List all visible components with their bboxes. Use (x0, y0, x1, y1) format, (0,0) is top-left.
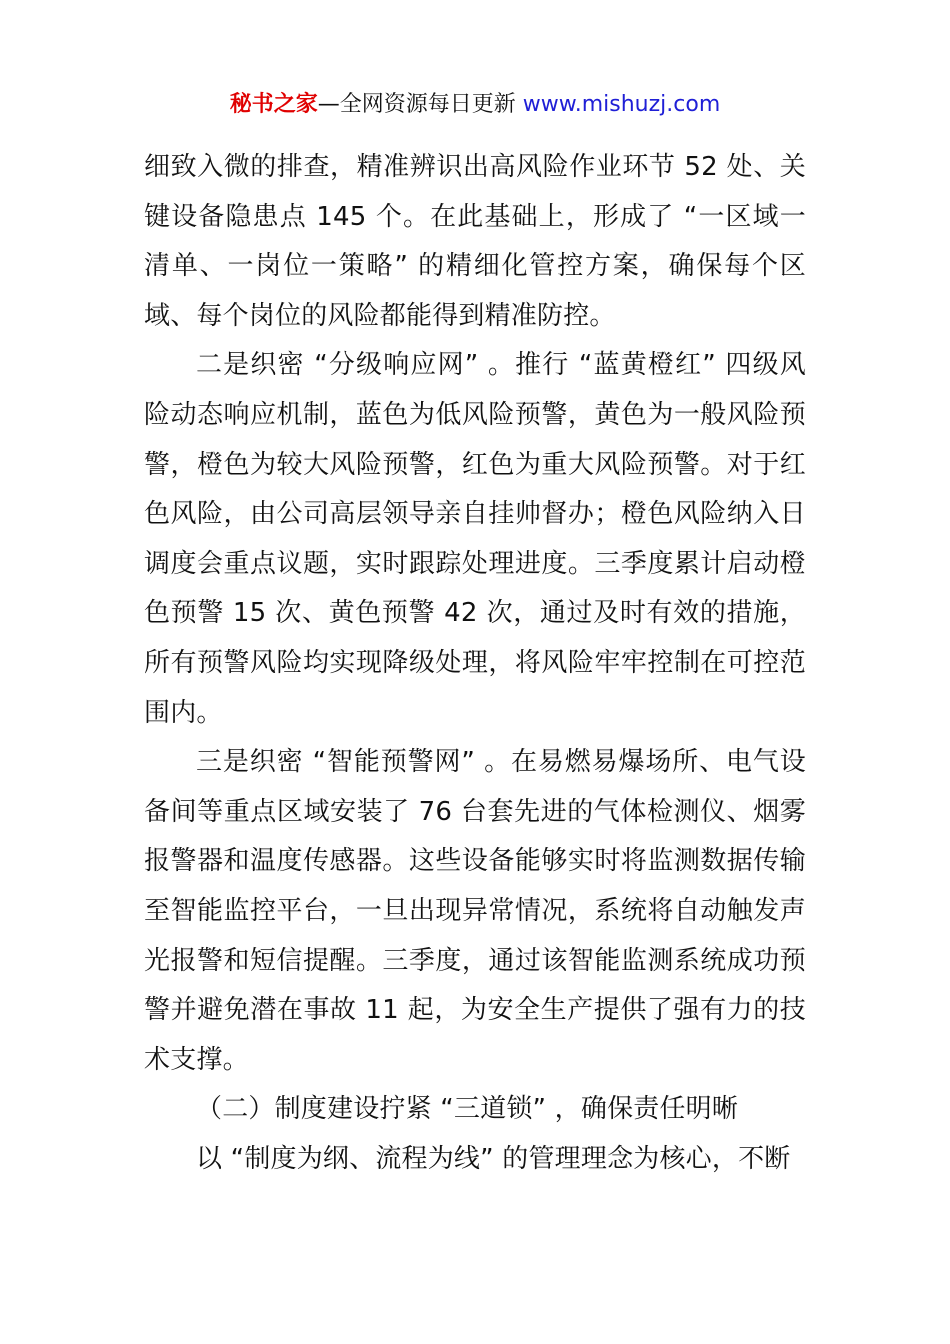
paragraph-risk-investigation: 细致入微的排查，精准辨识出高风险作业环节 52 处、关键设备隐患点 145 个。在此基础上，形成了 “一区域一清单、一岗位一策略” 的精细化管控方案，确保每个区域、每个岗位的风险都能得到精准防控。 (144, 152, 806, 331)
section-heading-institution-building: （二）制度建设拧紧 “三道锁” ，确保责任明晰 (196, 1094, 739, 1125)
page-header (0, 88, 950, 122)
paragraph-response-network: 二是织密 “分级响应网” 。推行 “蓝黄橙红” 四级风险动态响应机制，蓝色为低风险预警，黄色为一般风险预警，橙色为较大风险预警，红色为重大风险预警。对于红色风险，由公司高层领导亲自挂帅督办；橙色风险纳入日调度会重点议题，实时跟踪处理进度。三季度累计启动橙色预警 15 次、黄色预警 42 次，通过及时有效的措施，所有预警风险均实现降级处理，将风险牢牢控制在可控范围内。 (144, 350, 806, 728)
header-url-link[interactable]: www.mishuzj.com (522, 92, 721, 117)
header-slogan: —全网资源每日更新 (317, 92, 523, 117)
paragraph-management-concept: 以 “制度为纲、流程为线” 的管理理念为核心，不断 (196, 1143, 791, 1174)
header-brand: 秘书之家 (229, 92, 318, 117)
paragraph-smart-warning-network: 三是织密 “智能预警网” 。在易燃易爆场所、电气设备间等重点区域安装了 76 台套先进的气体检测仪、烟雾报警器和温度传感器。这些设备能够实时将监测数据传输至智能监控平台，一旦出现异常情况，系统将自动触发声光报警和短信提醒。三季度，通过该智能监测系统成功预警并避免潜在事故 11 起，为安全生产提供了强有力的技术支撑。 (144, 747, 806, 1075)
document-body (144, 143, 806, 1184)
